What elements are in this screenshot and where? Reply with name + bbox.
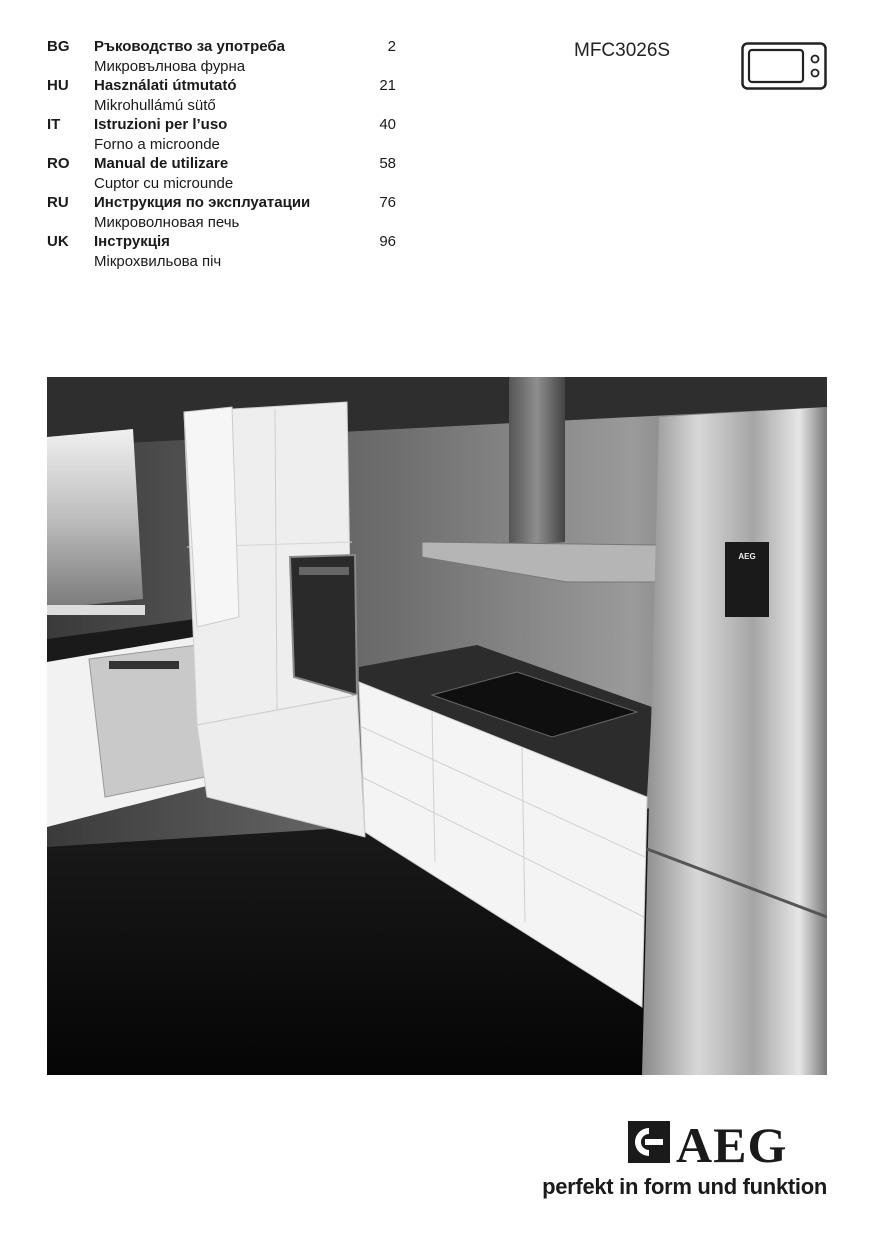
lang-row-ro	[47, 155, 407, 194]
lang-subtitle: Forno a microonde	[94, 136, 220, 153]
electrolux-logo-icon	[626, 1118, 828, 1168]
model-number: MFC3026S	[574, 40, 671, 61]
lang-code: RU	[47, 194, 69, 211]
lang-code: BG	[47, 38, 70, 55]
lang-title: Ръководство за употреба	[94, 38, 285, 55]
brand-slogan: perfekt in form und funktion	[542, 1174, 827, 1199]
lang-row-it	[47, 116, 407, 155]
lang-row-bg	[47, 38, 407, 77]
lang-page-number: 58	[379, 155, 396, 172]
lang-subtitle: Cuptor cu microunde	[94, 175, 234, 192]
lang-code: IT	[47, 116, 61, 133]
lang-page-number: 76	[379, 194, 396, 211]
lang-subtitle: Mikrohullámú sütő	[94, 97, 216, 114]
lang-title: Istruzioni per l’uso	[94, 116, 228, 133]
lang-row-uk	[47, 233, 407, 272]
lang-title: Инструкция по эксплуатации	[94, 194, 311, 211]
microwave-icon	[741, 42, 827, 95]
lang-subtitle: Микровълнова фурна	[94, 58, 246, 75]
lang-code: RO	[47, 155, 70, 172]
language-index	[47, 38, 407, 272]
lang-page-number: 2	[387, 38, 396, 55]
lang-code: HU	[47, 77, 69, 94]
lang-title: Manual de utilizare	[94, 155, 229, 172]
lang-page-number: 40	[379, 116, 396, 133]
lang-code: UK	[47, 233, 69, 250]
lang-title: Használati útmutató	[94, 77, 237, 94]
lang-page-number: 96	[379, 233, 396, 250]
aeg-logo	[626, 1118, 828, 1173]
svg-text:AEG: AEG	[738, 552, 756, 561]
lang-title: Інструкція	[94, 233, 170, 250]
brand-name: AEG	[676, 1118, 788, 1168]
lang-row-ru	[47, 194, 407, 233]
kitchen-photo	[47, 377, 827, 1075]
lang-subtitle: Мікрохвильова піч	[94, 253, 222, 270]
lang-page-number: 21	[379, 77, 396, 94]
lang-subtitle: Микроволновая печь	[94, 214, 240, 231]
lang-row-hu	[47, 77, 407, 116]
